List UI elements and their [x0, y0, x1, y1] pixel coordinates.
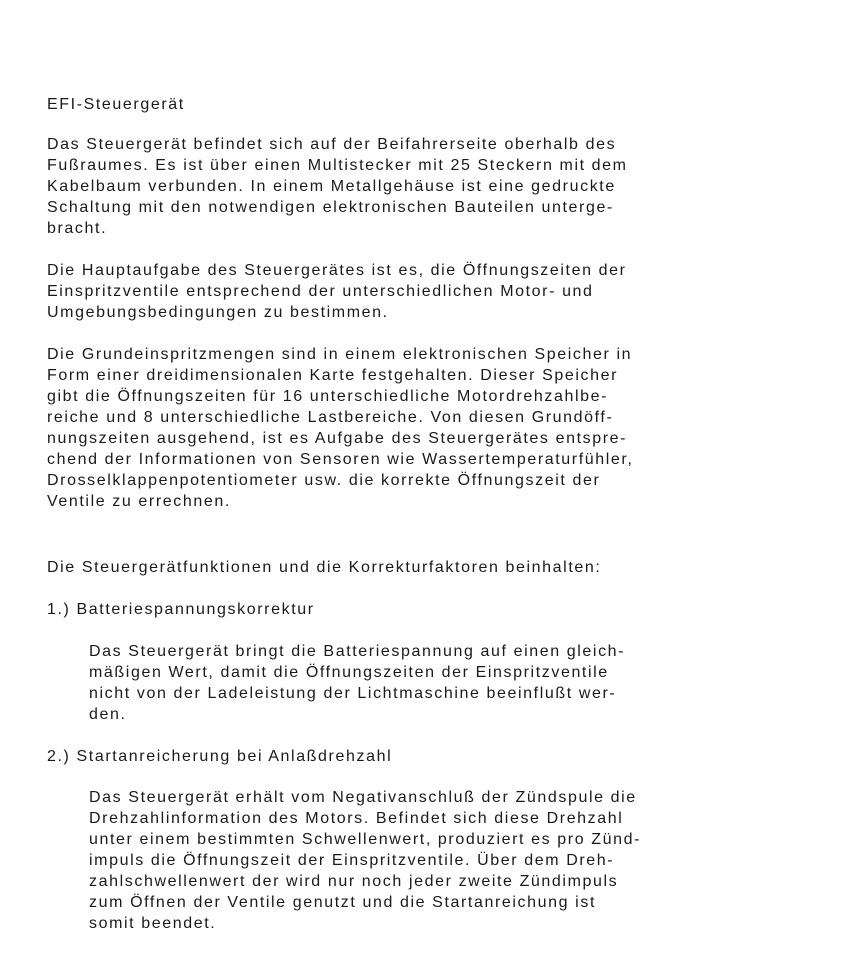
section-heading: 1.) Batteriespannungskorrektur: [47, 601, 315, 618]
paragraph-hauptaufgabe: [47, 260, 627, 323]
text-line: nungszeiten ausgehend, ist es Aufgabe des Steuergerätes entspre-: [47, 430, 628, 447]
text-line: unter einem bestimmten Schwellenwert, produziert es pro Zünd-: [89, 831, 642, 848]
text-line: bracht.: [47, 220, 108, 237]
text-line: Die Steuergerätfunktionen und die Korrekturfaktoren beinhalten:: [47, 559, 602, 576]
text-line: Drosselklappenpotentiometer usw. die korrekte Öffnungszeit der: [47, 472, 601, 489]
text-line: gibt die Öffnungszeiten für 16 unterschiedliche Motordrehzahlbe-: [47, 388, 609, 405]
text-line: mäßigen Wert, damit die Öffnungszeiten der Einspritzventile: [89, 664, 609, 681]
document-title: EFI-Steuergerät: [47, 96, 185, 113]
text-line: Das Steuergerät befindet sich auf der Beifahrerseite oberhalb des: [47, 136, 617, 153]
text-line: reiche und 8 unterschiedliche Lastbereiche. Von diesen Grundöff-: [47, 409, 614, 426]
section-1-heading: [47, 599, 315, 620]
text-line: zahlschwellenwert der wird nur noch jeder zweite Zündimpuls: [89, 873, 619, 890]
text-line: Ventile zu errechnen.: [47, 493, 231, 510]
section-2-heading: [47, 746, 392, 767]
text-line: zum Öffnen der Ventile genutzt und die Startanreichung ist: [89, 894, 596, 911]
text-line: Das Steuergerät erhält vom Negativanschluß der Zündspule die: [89, 789, 637, 806]
text-line: Schaltung mit den notwendigen elektronischen Bauteilen unterge-: [47, 199, 614, 216]
paragraph-steuergeraet-location: [47, 134, 628, 239]
text-line: nicht von der Ladeleistung der Lichtmaschine beeinflußt wer-: [89, 685, 617, 702]
text-line: Drehzahlinformation des Motors. Befindet sich diese Drehzahl: [89, 810, 624, 827]
section-2-body: [89, 787, 641, 934]
section-heading: 2.) Startanreicherung bei Anlaßdrehzahl: [47, 748, 393, 765]
section-1-body: [89, 641, 625, 725]
text-line: Form einer dreidimensionalen Karte festgehalten. Dieser Speicher: [47, 367, 619, 384]
text-line: impuls die Öffnungszeit der Einspritzventile. Über dem Dreh-: [89, 852, 615, 869]
text-line: Das Steuergerät bringt die Batteriespannung auf einen gleich-: [89, 643, 626, 660]
paragraph-grundeinspritzmengen: [47, 344, 634, 512]
text-line: Die Grundeinspritzmengen sind in einem elektronischen Speicher in: [47, 346, 633, 363]
text-line: Einspritzventile entsprechend der unterschiedlichen Motor- und: [47, 283, 594, 300]
text-line: somit beendet.: [89, 915, 217, 932]
text-line: chend der Informationen von Sensoren wie Wassertemperaturfühler,: [47, 451, 634, 468]
text-line: Die Hauptaufgabe des Steuergerätes ist es, die Öffnungszeiten der: [47, 262, 627, 279]
text-line: den.: [89, 706, 127, 723]
text-line: Fußraumes. Es ist über einen Multistecker mit 25 Steckern mit dem: [47, 157, 628, 174]
text-line: Kabelbaum verbunden. In einem Metallgehäuse ist eine gedruckte: [47, 178, 616, 195]
text-line: Umgebungsbedingungen zu bestimmen.: [47, 304, 389, 321]
functions-intro: [47, 557, 601, 578]
